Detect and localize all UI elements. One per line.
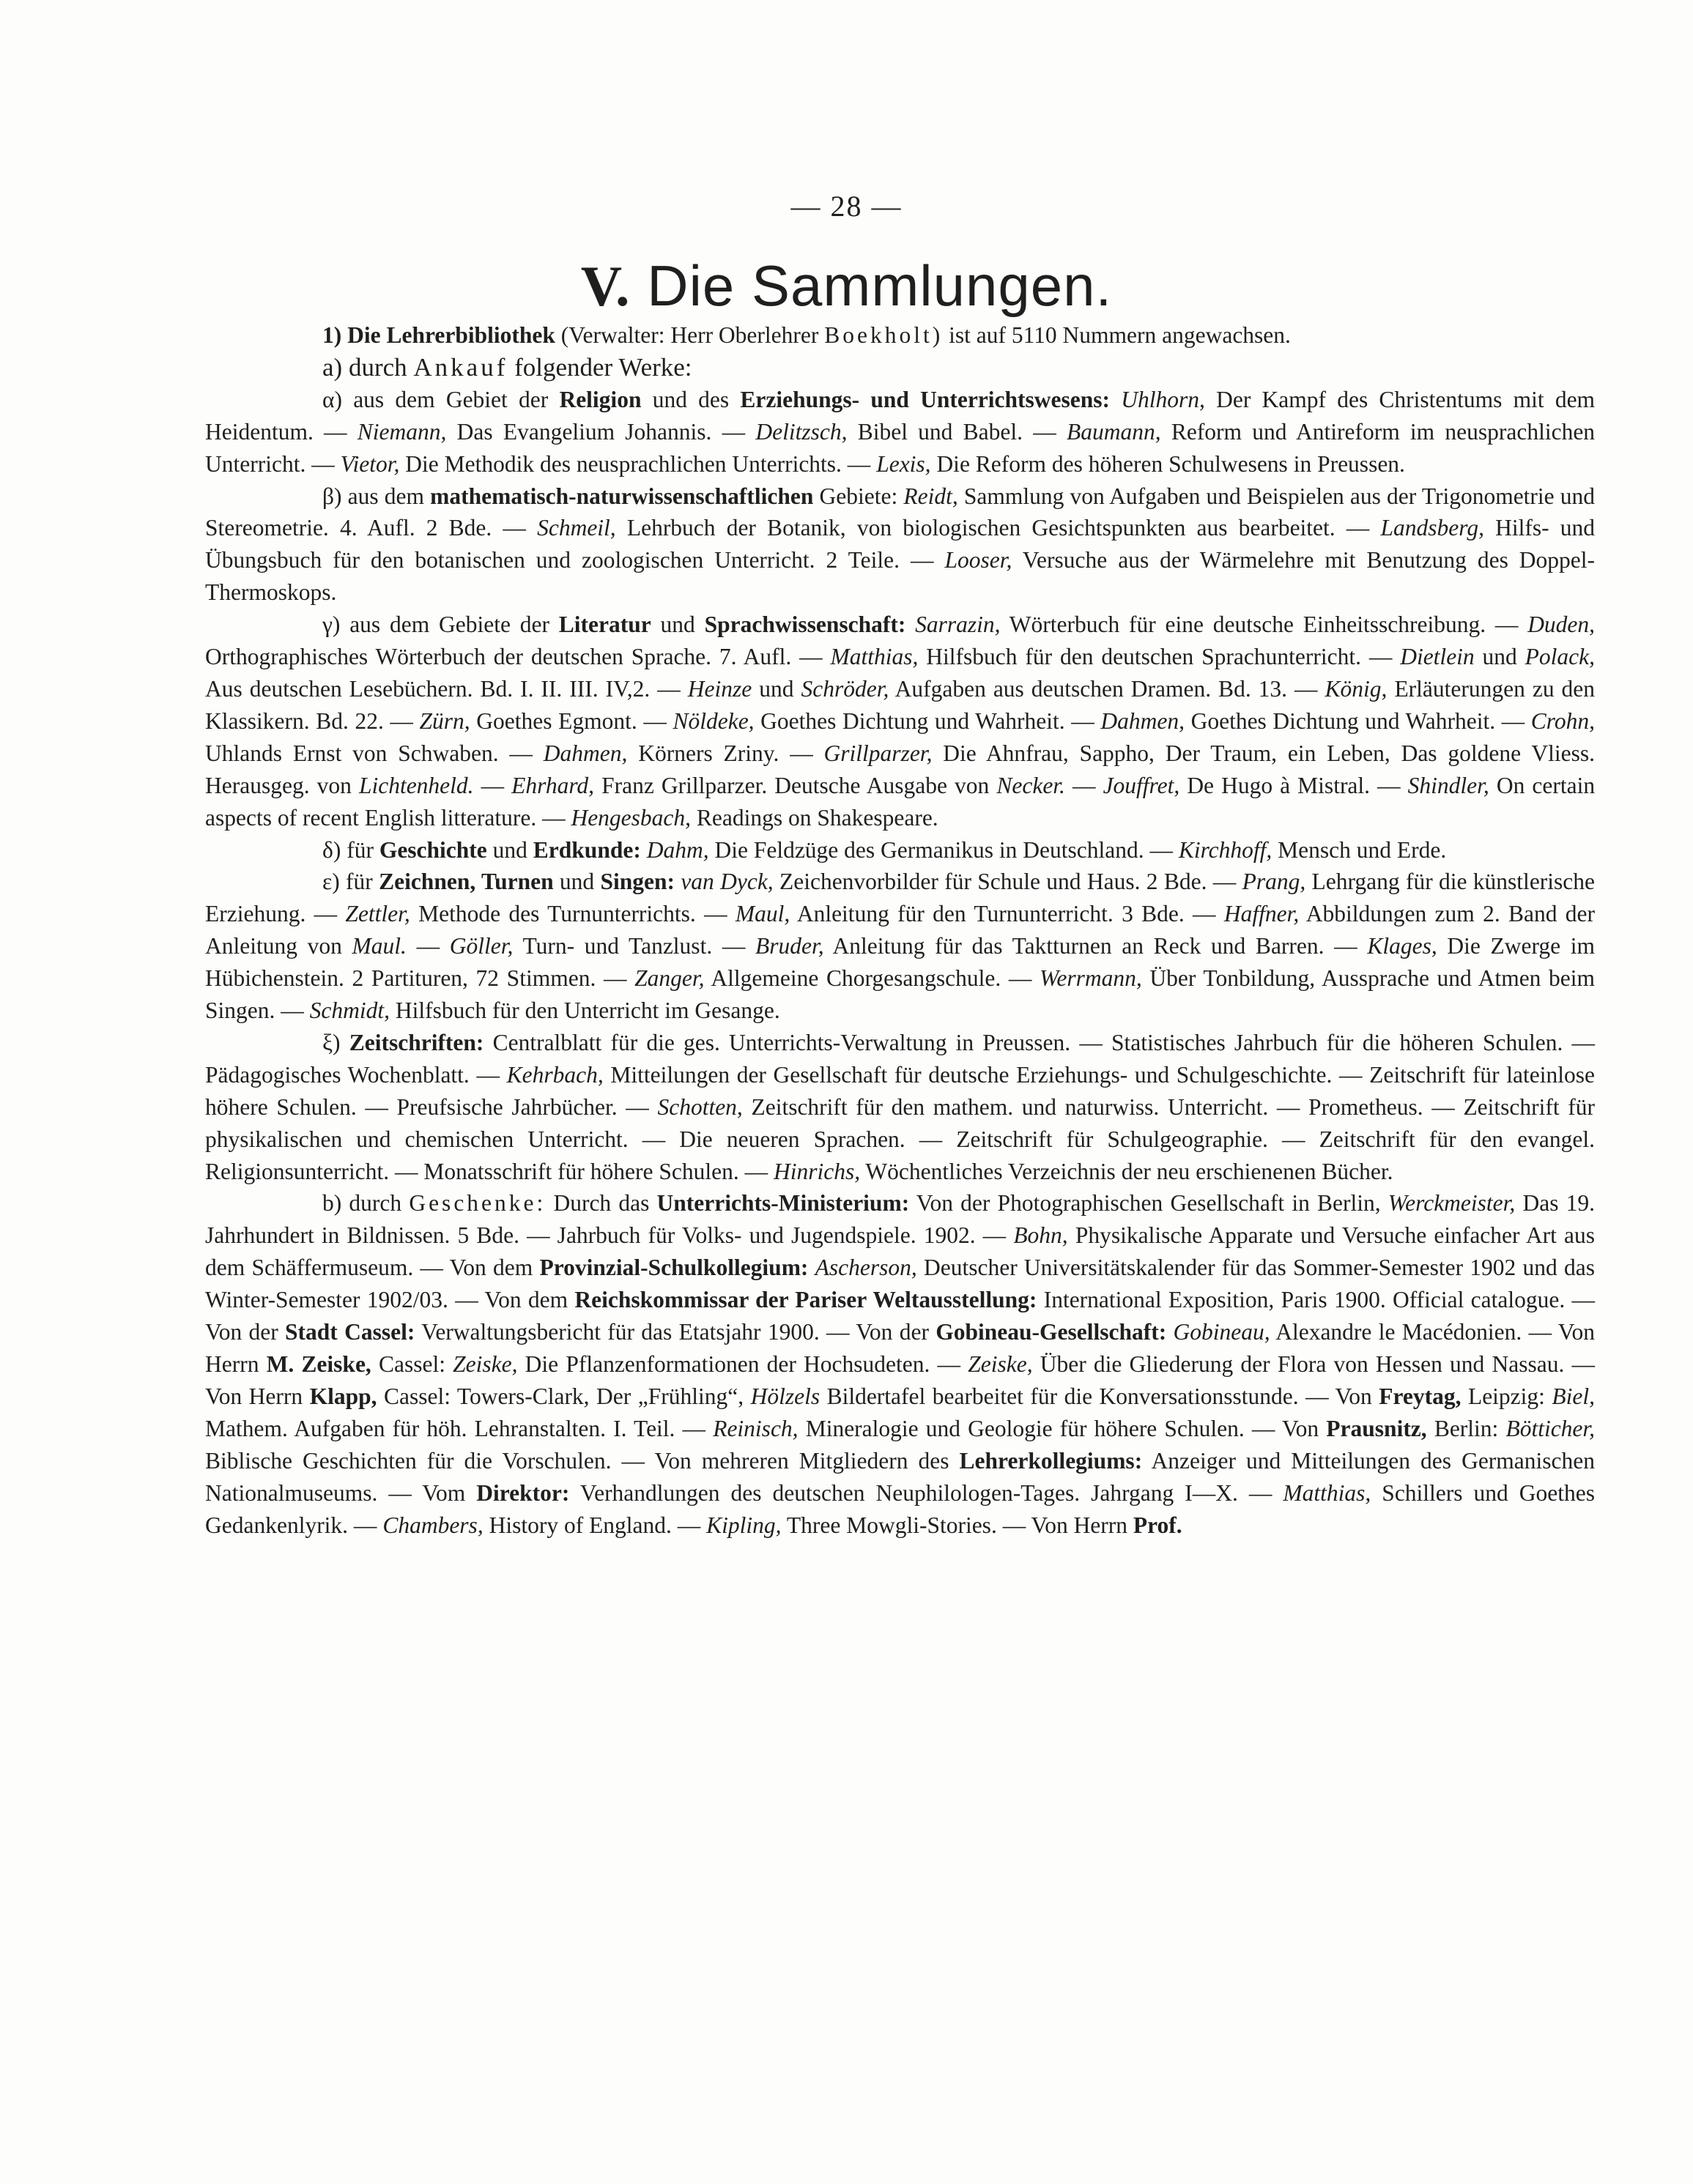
text: b) durch	[322, 1190, 402, 1217]
text: —	[1073, 772, 1096, 798]
author: Bötticher,	[1505, 1415, 1596, 1441]
author: Delitzsch,	[755, 418, 848, 445]
text: Physikalische Apparate und Versuche einfacher Art aus dem Schäffermuseum. — Von dem	[205, 1222, 1595, 1281]
text: Verhandlungen des deutschen Neuphilologen-Tages. Jahrgang I—X. —	[579, 1479, 1272, 1506]
text: δ) für	[322, 836, 374, 863]
author: Grillparzer,	[823, 740, 933, 766]
author: Prang,	[1242, 869, 1306, 895]
administrator-name: Boekholt)	[824, 322, 944, 348]
section-text: (Verwalter: Herr Oberlehrer	[560, 322, 819, 348]
page-number: — 28 —	[790, 190, 903, 223]
text: Hilfsbuch für den deutschen Sprachunterricht. —	[926, 644, 1393, 670]
author: Zeiske,	[968, 1351, 1033, 1377]
text: Zeitschrift für den mathem. und naturwiss. Unterricht. — Prometheus. — Zeitschrift für physikalischen und chemischen Unterricht. — Die neueren Sprachen. — Zeitschrift für Schulgeographie. — Zeitschrift für den evangel. Religionsunterricht. — Monatsschrift für höhere Schulen. —	[205, 1093, 1596, 1184]
beta-paragraph	[205, 480, 1595, 609]
author: Schmidt,	[309, 998, 390, 1024]
author: Dahmen,	[1100, 707, 1185, 734]
author: Zanger,	[634, 965, 705, 992]
subject-term: Religion	[559, 386, 642, 412]
text: Sammlung von Aufgaben und Beispielen aus der Trigonometrie und Stereometrie. 4. Aufl. 2 Bde. —	[205, 483, 1596, 541]
author: Lichtenheld.	[358, 772, 474, 798]
donor: Prausnitz,	[1326, 1415, 1427, 1441]
text: Körners Zriny. —	[638, 740, 813, 766]
text: Deutscher Universitätskalender für das Sommer-Semester 1902 und das Winter-Semester 1902/03. — Von dem	[205, 1255, 1596, 1313]
donor: Lehrerkollegiums:	[959, 1447, 1143, 1474]
spaced-term: Ankauf	[413, 352, 508, 382]
text: Anleitung für das Taktturnen an Reck und Barren. —	[832, 933, 1357, 959]
subject-term: Singen:	[600, 869, 675, 895]
author: Dahm,	[646, 836, 709, 863]
text: Anzeiger und Mitteilungen des Germanischen Nationalmuseums. — Vom	[205, 1447, 1596, 1506]
subject-term: Zeitschriften:	[349, 1029, 484, 1055]
text: und	[492, 836, 527, 863]
text: γ) aus dem Gebiete der	[322, 612, 549, 638]
text: Goethes Egmont. —	[476, 707, 667, 734]
author: Maul,	[735, 901, 790, 927]
chapter-title: Die Sammlungen.	[647, 253, 1113, 318]
text: Die Methodik des neusprachlichen Unterrichts. —	[405, 450, 871, 477]
text: Verwaltungsbericht für das Etatsjahr 1900. — Von der	[421, 1319, 929, 1345]
author: Baumann,	[1066, 418, 1161, 445]
author: Duden,	[1527, 612, 1596, 638]
text: Die Feldzüge des Germanikus in Deutschland. —	[714, 836, 1173, 863]
author: Ehrhard,	[511, 772, 595, 798]
author: König,	[1325, 675, 1388, 702]
text: Franz Grillparzer. Deutsche Ausgabe von	[601, 772, 990, 798]
author: Matthias,	[1283, 1479, 1371, 1506]
donor: Gobineau-Gesellschaft:	[936, 1319, 1167, 1345]
donor: Freytag,	[1379, 1383, 1462, 1409]
author: Kipling,	[706, 1512, 782, 1538]
text: β) aus dem	[322, 483, 424, 509]
author: Schmeil,	[537, 515, 616, 541]
text: und des	[652, 386, 730, 412]
donor: Direktor:	[476, 1479, 570, 1506]
section-1-paragraph	[205, 319, 1595, 352]
donor: Unterrichts-Ministerium:	[656, 1190, 910, 1217]
text: Das Evangelium Johannis. —	[456, 418, 746, 445]
text: Die Pflanzenformationen der Hochsudeten. —	[525, 1351, 961, 1377]
text: Aufgaben aus deutschen Dramen. Bd. 13. —	[894, 675, 1318, 702]
text: Cassel:	[378, 1351, 445, 1377]
alpha-paragraph	[205, 384, 1595, 480]
author: Reinisch,	[713, 1415, 799, 1441]
author: Necker.	[996, 772, 1065, 798]
text: Über Tonbildung, Aussprache und Atmen beim Singen. —	[205, 965, 1596, 1024]
epsilon-paragraph	[205, 866, 1595, 1027]
author: Hengesbach,	[571, 804, 692, 831]
donor: M. Zeiske,	[266, 1351, 371, 1377]
author: Shindler,	[1407, 772, 1489, 798]
text: und	[759, 675, 794, 702]
text: Der Kampf des Christentums mit dem Heidentum. —	[205, 386, 1596, 445]
text: Abbildungen zum 2. Band der Anleitung von	[205, 901, 1595, 959]
author: Looser,	[944, 547, 1012, 573]
text: folgender Werke:	[514, 352, 692, 382]
subject-term: mathematisch-naturwissenschaftlichen	[430, 483, 814, 509]
text: Alexandre le Macédonien. — Von Herrn	[205, 1319, 1595, 1377]
text: Uhlands Ernst von Schwaben. —	[205, 740, 533, 766]
author: Vietor,	[340, 450, 400, 477]
text: —	[481, 772, 505, 798]
author: Dietlein	[1400, 644, 1475, 670]
text: Centralblatt für die ges. Unterrichts-Verwaltung in Preussen. — Statistisches Jahrbuch für die höheren Schulen. — Pädagogisches Wochenblatt. —	[205, 1029, 1596, 1088]
author: Hinrichs,	[773, 1158, 861, 1184]
author: Zettler,	[345, 901, 410, 927]
author: Hölzels	[750, 1383, 820, 1409]
subject-term: Literatur	[558, 612, 651, 638]
author: Maul.	[352, 933, 407, 959]
author: Lexis,	[876, 450, 931, 477]
gamma-paragraph	[205, 609, 1595, 833]
text: Aus deutschen Lesebüchern. Bd. I. II. III. IV,2. —	[205, 675, 681, 702]
text: Hilfs- und Übungsbuch für den botanischen und zoologischen Unterricht. 2 Teile. —	[205, 515, 1596, 573]
text: History of England. —	[489, 1512, 701, 1538]
text: Anleitung für den Turnunterricht. 3 Bde. —	[796, 901, 1216, 927]
author: Kehrbach,	[506, 1061, 604, 1088]
text: Allgemeine Chorgesangschule. —	[711, 965, 1032, 992]
text: Über die Gliederung der Flora von Hessen und Nassau. — Von Herrn	[205, 1351, 1595, 1409]
text: Bildertafel bearbeitet für die Konversationsstunde. — Von	[826, 1383, 1372, 1409]
text: und	[660, 612, 695, 638]
subject-term: Erziehungs- und Unterrichtswesens:	[740, 386, 1111, 412]
section-title: Die Lehrerbibliothek	[347, 322, 555, 348]
author: Schröder,	[801, 675, 889, 702]
text: und	[559, 869, 595, 895]
section-number: 1)	[322, 322, 342, 348]
section-text: ist auf 5110 Nummern angewachsen.	[949, 322, 1291, 348]
text: Berlin:	[1434, 1415, 1499, 1441]
text: Biblische Geschichten für die Vorschulen. — Von mehreren Mitgliedern des	[205, 1447, 949, 1474]
author: Heinze	[687, 675, 752, 702]
text: ξ)	[322, 1029, 341, 1055]
author: Matthias,	[830, 644, 919, 670]
subject-term: Erdkunde:	[533, 836, 641, 863]
text: α) aus dem Gebiet der	[322, 386, 549, 412]
text: Gebiete:	[819, 483, 898, 509]
text: Wöchentliches Verzeichnis der neu erschienenen Bücher.	[865, 1158, 1393, 1184]
author: Landsberg,	[1380, 515, 1484, 541]
author: Polack,	[1525, 644, 1596, 670]
author: Uhlhorn,	[1121, 386, 1205, 412]
text: Turn- und Tanzlust. —	[522, 933, 746, 959]
text: Cassel: Towers-Clark, Der „Frühling“,	[384, 1383, 744, 1409]
text: und	[1482, 644, 1517, 670]
text: Durch das	[553, 1190, 650, 1217]
text: Bibel und Babel. —	[857, 418, 1056, 445]
text: Mineralogie und Geologie für höhere Schulen. — Von	[805, 1415, 1319, 1441]
author: Chambers,	[382, 1512, 484, 1538]
author: Niemann,	[357, 418, 447, 445]
text: Methode des Turnunterrichts. —	[418, 901, 727, 927]
text: Die Zwerge im Hübichenstein. 2 Partituren, 72 Stimmen. —	[205, 933, 1596, 992]
text: Schillers und Goethes Gedankenlyrik. —	[205, 1479, 1596, 1538]
author: Schotten,	[657, 1093, 743, 1120]
gifts-paragraph	[205, 1187, 1595, 1541]
chapter-heading	[0, 253, 1693, 319]
text: Das 19. Jahrhundert in Bildnissen. 5 Bde. — Jahrbuch für Volks- und Jugendspiele. 1902. —	[205, 1190, 1596, 1249]
author: Zürn,	[419, 707, 470, 734]
text: Die Reform des höheren Schulwesens in Preussen.	[936, 450, 1405, 477]
text: Die Ahnfrau, Sappho, Der Traum, ein Leben, Das goldene Vliess. Herausgeg. von	[205, 740, 1596, 798]
author: Ascherson,	[815, 1255, 917, 1281]
text: Goethes Dichtung und Wahrheit. —	[1190, 707, 1525, 734]
text: Zeichenvorbilder für Schule und Haus. 2 Bde. —	[779, 869, 1237, 895]
text: On certain aspects of recent English litterature. —	[205, 772, 1596, 831]
text: Wörterbuch für eine deutsche Einheitsschreibung. —	[1009, 612, 1519, 638]
zeta-paragraph	[205, 1027, 1595, 1188]
text: Versuche aus der Wärmelehre mit Benutzung des Doppel-Thermoskops.	[205, 547, 1596, 606]
text: Von der Photographischen Gesellschaft in Berlin,	[916, 1190, 1381, 1217]
author: Nöldeke,	[673, 707, 755, 734]
author: Kirchhoff,	[1178, 836, 1272, 863]
text: Mathem. Aufgaben für höh. Lehranstalten. I. Teil. —	[205, 1415, 706, 1441]
author: Zeiske,	[453, 1351, 518, 1377]
text: Three Mowgli-Stories. — Von Herrn	[786, 1512, 1128, 1538]
author: Jouffret,	[1103, 772, 1180, 798]
author: Sarrazin,	[915, 612, 1001, 638]
text: —	[416, 933, 440, 959]
text: Readings on Shakespeare.	[696, 804, 938, 831]
author: Werrmann,	[1040, 965, 1142, 992]
text: Hilfsbuch für den Unterricht im Gesange.	[395, 998, 780, 1024]
body-text	[205, 319, 1595, 1541]
donor: Stadt Cassel:	[285, 1319, 415, 1345]
text: Erläuterungen zu den Klassikern. Bd. 22. —	[205, 675, 1596, 734]
donor: Reichskommissar der Pariser Weltausstellung:	[574, 1287, 1037, 1313]
text: De Hugo à Mistral. —	[1187, 772, 1401, 798]
subject-term: Sprachwissenschaft:	[704, 612, 906, 638]
author: Reidt,	[903, 483, 958, 509]
author: Göller,	[449, 933, 514, 959]
spaced-term: Geschenke:	[409, 1190, 547, 1217]
text: Mitteilungen der Gesellschaft für deutsche Erziehungs- und Schulgeschichte. — Zeitschrift für lateinlose höhere Schulen. — Preufsische Jahrbücher. —	[205, 1061, 1596, 1120]
author: Gobineau,	[1173, 1319, 1270, 1345]
text: Lehrbuch der Botanik, von biologischen Gesichtspunkten aus bearbeitet. —	[626, 515, 1370, 541]
text: ε) für	[322, 869, 373, 895]
author: Biel,	[1552, 1383, 1596, 1409]
text: Orthographisches Wörterbuch der deutschen Sprache. 7. Aufl. —	[205, 644, 823, 670]
subject-term: Geschichte	[379, 836, 487, 863]
author: van Dyck,	[681, 869, 774, 895]
text: Mensch und Erde.	[1278, 836, 1447, 863]
text: Goethes Dichtung und Wahrheit. —	[760, 707, 1094, 734]
author: Bruder,	[755, 933, 824, 959]
subject-term: Zeichnen, Turnen	[379, 869, 554, 895]
author: Crohn,	[1530, 707, 1596, 734]
text: International Exposition, Paris 1900. Official catalogue. — Von der	[205, 1287, 1595, 1345]
author: Klages,	[1367, 933, 1437, 959]
text: Reform und Antireform im neusprachlichen Unterricht. —	[205, 418, 1596, 477]
donor: Klapp,	[309, 1383, 377, 1409]
donor: Provinzial-Schulkollegium:	[539, 1255, 809, 1281]
author: Werckmeister,	[1388, 1190, 1516, 1217]
chapter-roman: V.	[580, 254, 631, 318]
text: a) durch	[322, 352, 407, 382]
subsection-a-heading	[205, 352, 1595, 384]
donor: Prof.	[1133, 1512, 1182, 1538]
text: Leipzig:	[1467, 1383, 1545, 1409]
author: Bohn,	[1013, 1222, 1068, 1249]
author: Haffner,	[1223, 901, 1300, 927]
text: Lehrgang für die künstlerische Erziehung. —	[205, 869, 1596, 927]
delta-paragraph	[205, 834, 1595, 866]
author: Dahmen,	[543, 740, 628, 766]
